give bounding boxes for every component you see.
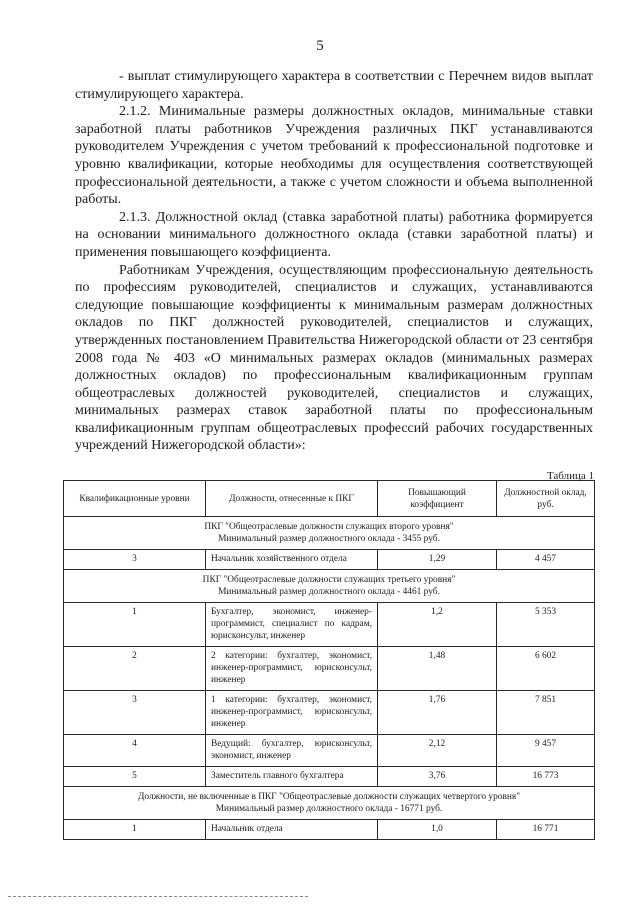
scan-edge-line bbox=[8, 896, 308, 897]
cell-coefficient: 1,2 bbox=[378, 603, 497, 647]
group-min-salary: Минимальный размер должностного оклада - 16771 руб. bbox=[215, 804, 443, 814]
group-cell bbox=[64, 570, 595, 603]
cell-position: Заместитель главного бухгалтера bbox=[206, 767, 378, 787]
page-number: 5 bbox=[316, 38, 324, 54]
paragraph-2-1-3: 2.1.3. Должностной оклад (ставка заработной платы) работника формируется на основании минимального должностного оклада (ставки заработной платы) и применения повышающего коэффициента. bbox=[75, 209, 593, 260]
table-header-row bbox=[64, 481, 595, 517]
cell-level: 5 bbox=[64, 767, 206, 787]
table-row bbox=[64, 647, 595, 691]
group-header-third-level bbox=[64, 570, 595, 603]
group-cell bbox=[64, 787, 595, 820]
cell-salary: 4 457 bbox=[497, 550, 595, 570]
cell-level: 4 bbox=[64, 735, 206, 767]
cell-coefficient: 1,0 bbox=[378, 820, 497, 840]
cell-salary: 16 773 bbox=[497, 767, 595, 787]
cell-coefficient: 1,48 bbox=[378, 647, 497, 691]
cell-level: 1 bbox=[64, 820, 206, 840]
header-coefficient: Повышающий коэффициент bbox=[378, 481, 497, 517]
group-title: Должности, не включенные в ПКГ "Общеотраслевые должности служащих четвертого уровня" bbox=[137, 792, 521, 802]
paragraph-coefficients: Работникам Учреждения, осуществляющим профессиональную деятельность по профессиям руководителей, специалистов и служащих, устанавливаются следующие повышающие коэффициенты к минимальным размерам должностных окладов по ПКГ должностей руководителей, специалистов и служащих, утвержденных постановлением Правительства Нижегородской области от 23 сентября 2008 года № 403 «О минимальных размерах окладов (минимальных размерах должностных окладов) по профессиональным квалификационным группам общеотраслевых должностей руководителей, специалистов и служащих, минимальных размерах ставок заработной платы по профессиональным квалификационным группам общеотраслевых профессий рабочих государственных учреждений Нижегородской области»: bbox=[75, 262, 593, 454]
body-text bbox=[75, 68, 593, 455]
cell-salary: 5 353 bbox=[497, 603, 595, 647]
cell-level: 3 bbox=[64, 550, 206, 570]
group-title: ПКГ "Общеотраслевые должности служащих третьего уровня" bbox=[202, 575, 456, 585]
table-row bbox=[64, 550, 595, 570]
group-min-salary: Минимальный размер должностного оклада - 3455 руб. bbox=[218, 534, 440, 544]
group-header-second-level bbox=[64, 517, 595, 550]
cell-position: Бухгалтер, экономист, инженер-программист, специалист по кадрам, юрисконсульт, инженер bbox=[206, 603, 378, 647]
table-caption: Таблица 1 bbox=[546, 470, 594, 482]
paragraph-2-1-2: 2.1.2. Минимальные размеры должностных окладов, минимальные ставки заработной платы работников Учреждения различных ПКГ устанавливаются руководителем Учреждения с учетом требований к профессиональной подготовке и уровню квалификации, которые необходимы для осуществления соответствующей профессиональной деятельности, а также с учетом сложности и объема выполненной работы. bbox=[75, 104, 593, 208]
cell-salary: 6 602 bbox=[497, 647, 595, 691]
paragraph-bonus-payments: - выплат стимулирующего характера в соответствии с Перечнем видов выплат стимулирующего характера. bbox=[75, 69, 593, 102]
salary-coefficient-table bbox=[63, 480, 595, 840]
cell-position: 2 категории: бухгалтер, экономист, инженер-программист, юрисконсульт, инженер bbox=[206, 647, 378, 691]
cell-salary: 9 457 bbox=[497, 735, 595, 767]
table-row bbox=[64, 735, 595, 767]
cell-position: Начальник хозяйственного отдела bbox=[206, 550, 378, 570]
table-row bbox=[64, 691, 595, 735]
table-row bbox=[64, 767, 595, 787]
cell-position: 1 категории: бухгалтер, экономист, инженер-программист, юрисконсульт, инженер bbox=[206, 691, 378, 735]
group-header-fourth-level bbox=[64, 787, 595, 820]
header-salary: Должностной оклад, руб. bbox=[497, 481, 595, 517]
cell-salary: 16 771 bbox=[497, 820, 595, 840]
cell-position: Ведущий: бухгалтер, юрисконсульт, экономист, инженер bbox=[206, 735, 378, 767]
cell-coefficient: 1,29 bbox=[378, 550, 497, 570]
group-cell bbox=[64, 517, 595, 550]
cell-position: Начальник отдела bbox=[206, 820, 378, 840]
cell-level: 3 bbox=[64, 691, 206, 735]
cell-level: 2 bbox=[64, 647, 206, 691]
header-position: Должности, отнесенные к ПКГ bbox=[206, 481, 378, 517]
cell-coefficient: 2,12 bbox=[378, 735, 497, 767]
cell-coefficient: 3,76 bbox=[378, 767, 497, 787]
cell-level: 1 bbox=[64, 603, 206, 647]
header-level: Квалификационные уровни bbox=[64, 481, 206, 517]
cell-salary: 7 851 bbox=[497, 691, 595, 735]
group-title: ПКГ "Общеотраслевые должности служащих второго уровня" bbox=[204, 522, 454, 532]
table-row bbox=[64, 820, 595, 840]
group-min-salary: Минимальный размер должностного оклада - 4461 руб. bbox=[218, 587, 440, 597]
cell-coefficient: 1,76 bbox=[378, 691, 497, 735]
table-row bbox=[64, 603, 595, 647]
